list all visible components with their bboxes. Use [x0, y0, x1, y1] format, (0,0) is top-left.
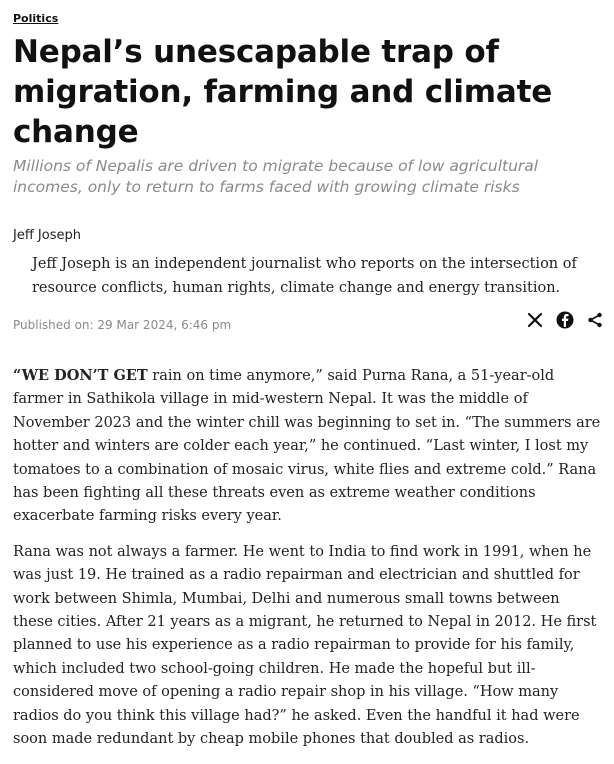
- body-paragraph: [13, 541, 603, 752]
- facebook-icon[interactable]: [556, 311, 574, 329]
- author-bio: Jeff Joseph is an independent journalist who reports on the intersection of resource conflicts, human rights, climate change and energy transition.: [32, 256, 577, 296]
- category-link[interactable]: Politics: [13, 12, 59, 25]
- x-icon[interactable]: [526, 311, 544, 329]
- share-icon[interactable]: [586, 311, 604, 329]
- published-date: Published on: 29 Mar 2024, 6:46 pm: [13, 318, 232, 332]
- author-name[interactable]: Jeff Joseph: [13, 228, 81, 243]
- lead-in: “WE DON’T GET: [13, 367, 148, 384]
- body-paragraph: [13, 364, 603, 529]
- article-title: Nepal’s unescapable trap of migration, farming and climate change: [13, 34, 553, 150]
- share-bar: [526, 311, 604, 329]
- paragraph-text: Rana was not always a farmer. He went to India to find work in 1991, when he was just 19. He trained as a radio repairman and electrician and shuttled for work between Shimla, Mumbai, Delhi and numerous small towns between these cities. After 21 years as a migrant, he returned to Nepal in 2012. He first planned to use his experience as a radio repairman to provide for his family, which included two school-going children. He made the hopeful but ill-considered move of opening a radio repair shop in his village. “How many radios do you think this village had?” he asked. Even the handful it had were soon made redundant by cheap mobile phones that doubled as radios.: [13, 543, 597, 748]
- paragraph-text: rain on time anymore,” said Purna Rana, a 51-year-old farmer in Sathikola village in mid-western Nepal. It was the middle of November 2023 and the winter chill was beginning to set in. “The summers are hotter and winters are colder each year,” he continued. “Last winter, I lost my tomatoes to a combination of mosaic virus, white flies and extreme cold.” Rana has been fighting all these threats even as extreme weather conditions exacerbate farming risks every year.: [13, 368, 601, 525]
- article-subtitle: Millions of Nepalis are driven to migrate because of low agricultural incomes, only to return to farms faced with growing climate risks: [13, 157, 539, 196]
- article-body: [13, 364, 603, 764]
